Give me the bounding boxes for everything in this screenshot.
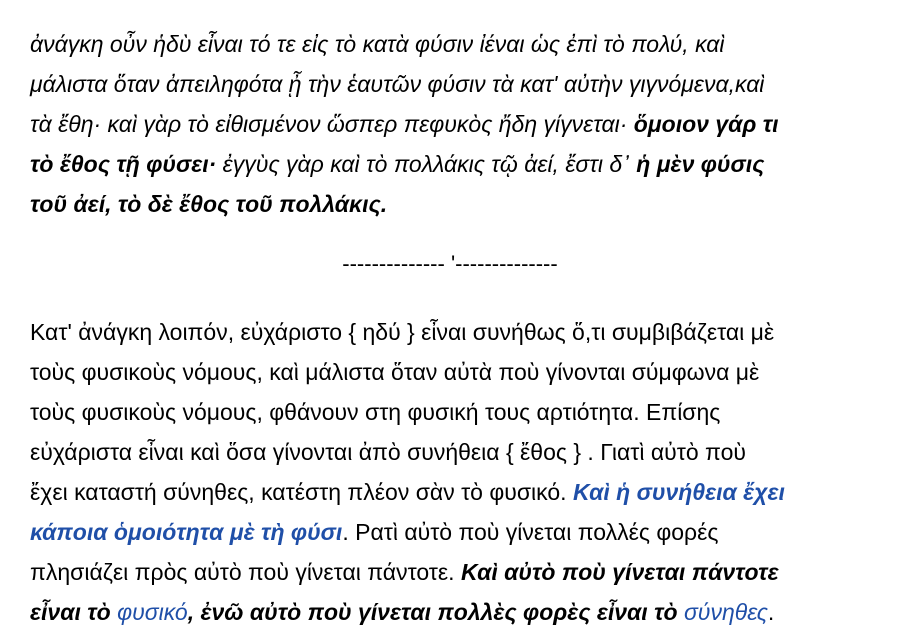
modern-blue-word: φυσικό	[117, 599, 188, 625]
ancient-bold-text: τὸ ἔθος τῇ φύσει·	[30, 151, 217, 177]
modern-highlight-text: Καὶ ἡ συνήθεια ἔχει	[572, 479, 785, 505]
ancient-bold-text: ὅμοιον γάρ τι	[633, 111, 779, 137]
ancient-bold-text: ἡ μὲν φύσις	[636, 151, 765, 177]
ancient-text: ἀνάγκη οὖν ἡδὺ εἶναι τό τε εἰς τὸ κατὰ φύσιν ἰέναι ὡς ἐπὶ τὸ πολύ, καὶ	[30, 31, 725, 57]
modern-text: Κατ' ἀνάγκη λοιπόν, εὐχάριστο { ηδύ } εἶναι συνήθως ὅ,τι συμβιβάζεται μὲ	[30, 319, 775, 345]
ancient-bold-text: τοῦ ἀεί, τὸ δὲ ἔθος τοῦ πολλάκις.	[30, 191, 388, 217]
ancient-text: τὰ ἔθη· καὶ γὰρ τὸ εἰθισμένον ὥσπερ πεφυκὸς ἤδη γίγνεται·	[30, 111, 634, 137]
modern-text: τοὺς φυσικοὺς νόμους, καὶ μάλιστα ὅταν αὐτὰ ποὺ γίνονται σύμφωνα μὲ	[30, 359, 760, 385]
modern-greek-paragraph	[30, 312, 910, 632]
modern-text: .	[767, 599, 775, 625]
ancient-text: μάλιστα ὅταν ἀπειληφότα ᾖ τὴν ἑαυτῶν φύσιν τὰ κατ' αὐτὴν γιγνόμενα,καὶ	[30, 71, 765, 97]
ancient-greek-paragraph	[30, 24, 910, 224]
modern-line-1	[30, 312, 910, 352]
modern-line-2	[30, 352, 910, 392]
ancient-line-4	[30, 144, 910, 184]
ancient-line-2	[30, 64, 910, 104]
modern-line-6	[30, 512, 910, 552]
section-separator: -------------- '--------------	[342, 251, 558, 276]
modern-line-8	[30, 592, 910, 632]
modern-bold-text: εἶναι τὸ	[30, 599, 118, 625]
modern-blue-word: σύνηθες	[683, 599, 768, 625]
modern-line-3	[30, 392, 910, 432]
ancient-line-5	[30, 184, 910, 224]
modern-text: πλησιάζει πρὸς αὐτὸ ποὺ γίνεται πάντοτε.	[30, 559, 461, 585]
modern-text: ἔχει καταστή σύνηθες, κατέστη πλέον σὰν τὸ φυσικό.	[30, 479, 573, 505]
modern-highlight-text: κάποια ὁμοιότητα μὲ τὴ φύσι	[30, 519, 343, 545]
modern-text: τοὺς φυσικοὺς νόμους, φθάνουν στη φυσική τους αρτιότητα. Επίσης	[30, 399, 721, 425]
ancient-line-1	[30, 24, 910, 64]
modern-text: . Ρατὶ αὐτὸ ποὺ γίνεται πολλές φορές	[342, 519, 719, 545]
modern-bold-text: Καὶ αὐτὸ ποὺ γίνεται πάντοτε	[460, 559, 779, 585]
ancient-line-3	[30, 104, 910, 144]
modern-line-5	[30, 472, 910, 512]
modern-bold-text: , ἐνῶ αὐτὸ ποὺ γίνεται πολλὲς φορὲς εἶναι τὸ	[187, 599, 684, 625]
modern-text: εὐχάριστα εἶναι καὶ ὅσα γίνονται ἀπὸ συνήθεια { ἔθος } . Γιατὶ αὐτὸ ποὺ	[30, 439, 746, 465]
document-page	[30, 0, 910, 632]
modern-line-7	[30, 552, 910, 592]
ancient-text: ἐγγὺς γὰρ καὶ τὸ πολλάκις τῷ ἀεί, ἔστι δ᾽	[216, 151, 637, 177]
modern-line-4	[30, 432, 910, 472]
